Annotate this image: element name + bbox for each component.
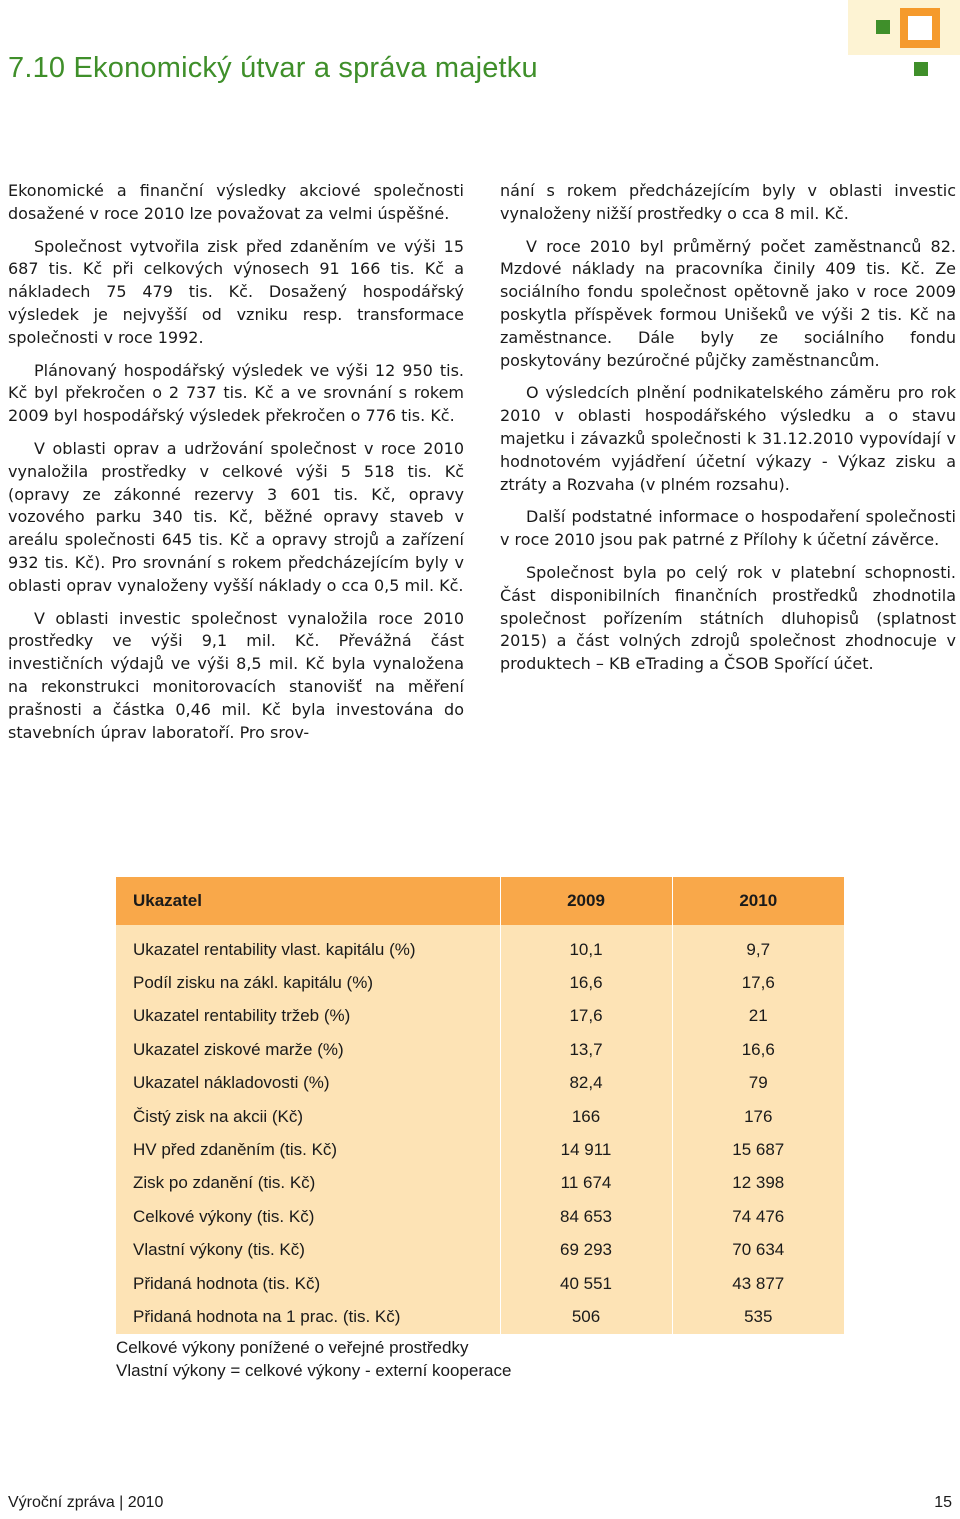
table-notes xyxy=(116,1336,511,1382)
value-2009: 166 xyxy=(500,1100,672,1133)
value-2009: 11 674 xyxy=(500,1167,672,1200)
column-header-2009: 2009 xyxy=(500,877,672,925)
paragraph: Společnost byla po celý rok v platební schopnosti. Část disponibilních finančních prostředků zhodnotila společnost pořízením státních dluhopisů (splatnost 2015) a část volných zdrojů společnost zhodnocuje v produktech – KB eTrading a ČSOB Spořící účet. xyxy=(500,562,956,674)
table-row xyxy=(116,1033,844,1066)
indicator-name: Ukazatel rentability vlast. kapitálu (%) xyxy=(116,933,500,966)
table-row xyxy=(116,1100,844,1133)
value-2010: 17,6 xyxy=(672,966,844,999)
paragraph: Plánovaný hospodářský výsledek ve výši 12 950 tis. Kč byl překročen o 2 737 tis. Kč a ve srovnání s rokem 2009 byl hospodářský výsledek překročen o 776 tis. Kč. xyxy=(8,360,464,426)
value-2010: 79 xyxy=(672,1067,844,1100)
value-2009: 506 xyxy=(500,1300,672,1333)
note-line: Vlastní výkony = celkové výkony - externí kooperace xyxy=(116,1361,512,1380)
table-row xyxy=(116,1267,844,1300)
column-header-indicator: Ukazatel xyxy=(116,877,500,925)
indicator-name: Vlastní výkony (tis. Kč) xyxy=(116,1234,500,1267)
value-2009: 82,4 xyxy=(500,1067,672,1100)
value-2009: 10,1 xyxy=(500,933,672,966)
footer-report-title: Výroční zpráva | 2010 xyxy=(8,1494,164,1511)
indicator-name: Podíl zisku na zákl. kapitálu (%) xyxy=(116,966,500,999)
indicator-name: Ukazatel nákladovosti (%) xyxy=(116,1067,500,1100)
value-2010: 43 877 xyxy=(672,1267,844,1300)
indicators-table-container xyxy=(116,877,844,1334)
indicator-name: Ukazatel rentability tržeb (%) xyxy=(116,1000,500,1033)
table-row xyxy=(116,1133,844,1166)
indicator-name: Celkové výkony (tis. Kč) xyxy=(116,1200,500,1233)
value-2009: 14 911 xyxy=(500,1133,672,1166)
indicator-name: Čistý zisk na akcii (Kč) xyxy=(116,1100,500,1133)
value-2010: 74 476 xyxy=(672,1200,844,1233)
paragraph: O výsledcích plnění podnikatelského záměru pro rok 2010 v oblasti hospodářského výsledku a o stavu majetku i závazků společnosti k 31.12.2010 vypovídají v hodnotovém vyjádření účetní výkazy - Výkaz zisku a ztráty a Rozvaha (v plném rozsahu). xyxy=(500,383,956,494)
paragraph: Ekonomické a finanční výsledky akciové společnosti dosažené v roce 2010 lze považovat za velmi úspěšné. xyxy=(8,181,464,223)
table-spacer xyxy=(116,925,844,933)
paragraph: V oblasti oprav a udržování společnost v roce 2010 vynaložila prostředky v celkové výši 5 518 tis. Kč (opravy ze zákonné rezervy 3 601 tis. Kč, opravy vozového parku 340 tis. Kč, běžné opravy staveb v areálu společnosti 645 tis. Kč a opravy strojů a zařízení 932 tis. Kč). Pro srovnání s rokem předcházejícím byly v oblasti oprav vynaloženy vyšší náklady o cca 0,5 mil. Kč. xyxy=(8,438,464,595)
table-row xyxy=(116,1067,844,1100)
value-2009: 84 653 xyxy=(500,1200,672,1233)
value-2009: 16,6 xyxy=(500,966,672,999)
right-text-column xyxy=(500,180,956,686)
value-2010: 70 634 xyxy=(672,1234,844,1267)
decoration-square-green-small xyxy=(914,62,928,76)
table-row xyxy=(116,1300,844,1333)
decoration-square-white xyxy=(908,16,932,40)
table-row xyxy=(116,1200,844,1233)
value-2010: 21 xyxy=(672,1000,844,1033)
page-title: 7.10 Ekonomický útvar a správa majetku xyxy=(8,52,538,84)
indicator-name: Přidaná hodnota na 1 prac. (tis. Kč) xyxy=(116,1300,500,1333)
indicators-table xyxy=(116,877,844,1334)
indicator-name: HV před zdaněním (tis. Kč) xyxy=(116,1133,500,1166)
value-2010: 12 398 xyxy=(672,1167,844,1200)
left-text-column xyxy=(8,180,464,754)
table-row xyxy=(116,1000,844,1033)
note-line: Celkové výkony ponížené o veřejné prostředky xyxy=(116,1338,469,1357)
value-2010: 9,7 xyxy=(672,933,844,966)
header-decoration xyxy=(842,0,960,90)
value-2010: 15 687 xyxy=(672,1133,844,1166)
page-number: 15 xyxy=(934,1494,952,1511)
value-2010: 16,6 xyxy=(672,1033,844,1066)
indicator-name: Přidaná hodnota (tis. Kč) xyxy=(116,1267,500,1300)
value-2010: 535 xyxy=(672,1300,844,1333)
value-2009: 69 293 xyxy=(500,1234,672,1267)
paragraph: V roce 2010 byl průměrný počet zaměstnanců 82. Mzdové náklady na pracovníka činily 409 tis. Kč. Ze sociálního fondu společnost opětovně jako v roce 2009 poskytla příspěvek formou Unišeků ve výši 2 tis. Kč na zaměstnance. Dále byly ze sociálního fondu poskytovány bezúročné půjčky zaměstnancům. xyxy=(500,236,956,370)
column-header-2010: 2010 xyxy=(672,877,844,925)
paragraph: V oblasti investic společnost vynaložila roce 2010 prostředky ve výši 9,1 mil. Kč. Převážná část investičních výdajů ve výši 8,5 mil. Kč byla vynaložena na rekonstrukci monitorovacích stanovišť na měření prašnosti a částka 0,46 mil. Kč byla investována do stavebních úprav laboratoří. Pro srov- xyxy=(8,608,464,742)
indicator-name: Ukazatel ziskové marže (%) xyxy=(116,1033,500,1066)
table-row xyxy=(116,966,844,999)
value-2009: 40 551 xyxy=(500,1267,672,1300)
paragraph: nání s rokem předcházejícím byly v oblasti investic vynaloženy nižší prostředky o cca 8 mil. Kč. xyxy=(500,181,956,223)
decoration-square-green xyxy=(876,20,890,34)
value-2009: 13,7 xyxy=(500,1033,672,1066)
table-header-row xyxy=(116,877,844,925)
value-2010: 176 xyxy=(672,1100,844,1133)
value-2009: 17,6 xyxy=(500,1000,672,1033)
paragraph: Další podstatné informace o hospodaření společnosti v roce 2010 jsou pak patrné z Přílohy k účetní závěrce. xyxy=(500,507,956,550)
table-row xyxy=(116,933,844,966)
table-row xyxy=(116,1167,844,1200)
paragraph: Společnost vytvořila zisk před zdaněním ve výši 15 687 tis. Kč při celkových výnosech 91 166 tis. Kč a nákladech 75 479 tis. Kč. Dosažený hospodářský výsledek je nejvyšší od vzniku resp. transformace společnosti v roce 1992. xyxy=(8,236,464,347)
table-row xyxy=(116,1234,844,1267)
indicator-name: Zisk po zdanění (tis. Kč) xyxy=(116,1167,500,1200)
